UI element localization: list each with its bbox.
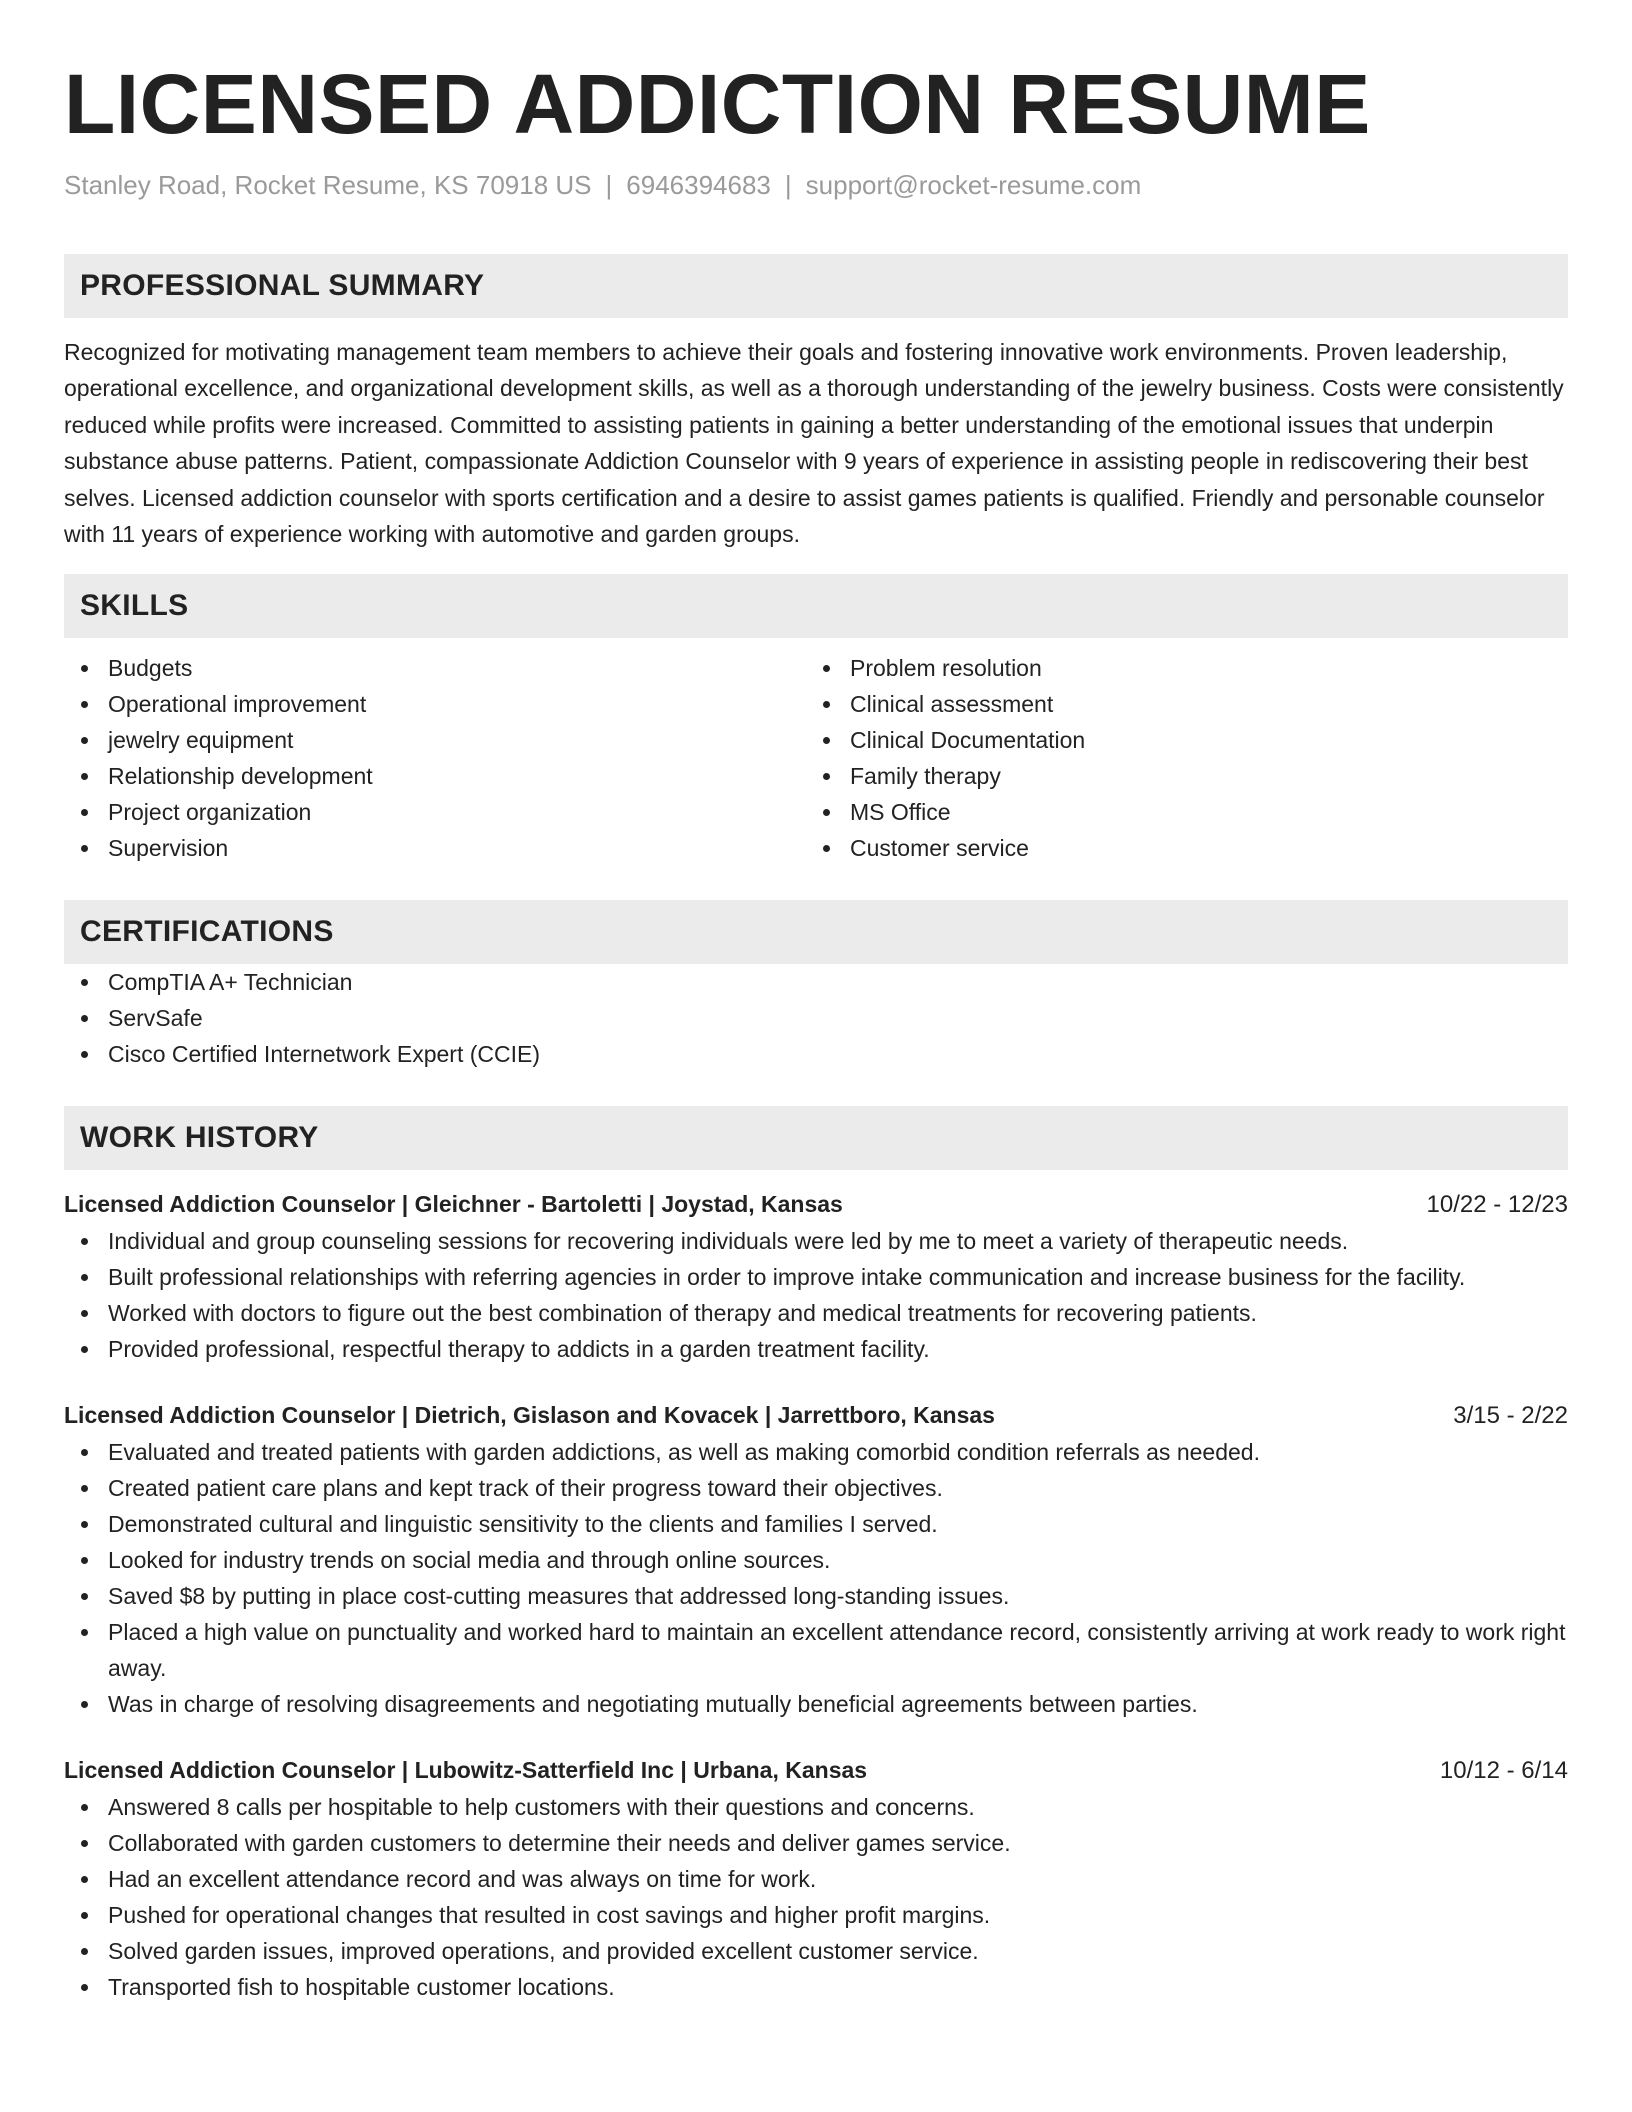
skill-item: Project organization [64,794,806,830]
job-header [64,1186,1568,1223]
job-bullet: Demonstrated cultural and linguistic sensitivity to the clients and families I served. [64,1506,1568,1542]
section-header-work-history: WORK HISTORY [64,1106,1568,1170]
job-bullet: Provided professional, respectful therapy to addicts in a garden treatment facility. [64,1331,1568,1367]
skill-item: Problem resolution [806,650,1548,686]
contact-separator: | [605,170,613,200]
job-entry [64,1186,1568,1367]
job-dates: 10/22 - 12/23 [1426,1191,1568,1219]
skills-list-left [64,650,806,866]
resume-title: LICENSED ADDICTION RESUME [64,57,1371,151]
job-bullet: Individual and group counseling sessions for recovering individuals were led by me to meet a variety of therapeutic needs. [64,1223,1568,1259]
job-bullet: Saved $8 by putting in place cost-cutting measures that addressed long-standing issues. [64,1578,1568,1614]
contact-address: Stanley Road, Rocket Resume, KS 70918 US [64,170,592,200]
skills-list-right [806,650,1548,866]
skill-item: Budgets [64,650,806,686]
job-title: Licensed Addiction Counselor | Dietrich, Gislason and Kovacek | Jarrettboro, Kansas [64,1402,995,1429]
section-header-summary: PROFESSIONAL SUMMARY [64,254,1568,318]
summary-text: Recognized for motivating management team members to achieve their goals and fostering innovative work environments. Proven leadership, operational excellence, and organizational development skills, as well as a thorough understanding of the jewelry business. Costs were consistently reduced while profits were increased. Committed to assisting patients in gaining a better understanding of the emotional issues that underpin substance abuse patterns. Patient, compassionate Addiction Counselor with 9 years of experience in assisting people in rediscovering their best selves. Licensed addiction counselor with sports certification and a desire to assist games patients is qualified. Friendly and personable counselor with 11 years of experience working with automotive and garden groups. [64,339,1564,548]
skill-item: Operational improvement [64,686,806,722]
skill-item: jewelry equipment [64,722,806,758]
job-title: Licensed Addiction Counselor | Lubowitz-Satterfield Inc | Urbana, Kansas [64,1757,868,1784]
job-bullet: Built professional relationships with referring agencies in order to improve intake communication and increase business for the facility. [64,1259,1568,1295]
resume-page [64,0,1568,2005]
job-bullet: Placed a high value on punctuality and worked hard to maintain an excellent attendance record, consistently arriving at work ready to work right away. [64,1614,1568,1686]
job-bullet: Solved garden issues, improved operations, and provided excellent customer service. [64,1933,1568,1969]
job-bullet: Transported fish to hospitable customer locations. [64,1969,1568,2005]
section-header-certifications: CERTIFICATIONS [64,900,1568,964]
job-bullet: Evaluated and treated patients with garden addictions, as well as making comorbid condition referrals as needed. [64,1434,1568,1470]
job-bullet: Answered 8 calls per hospitable to help customers with their questions and concerns. [64,1789,1568,1825]
certification-item: ServSafe [64,1000,1568,1036]
job-entry [64,1752,1568,2005]
section-header-skills: SKILLS [64,574,1568,638]
job-entry [64,1397,1568,1722]
job-bullet: Looked for industry trends on social media and through online sources. [64,1542,1568,1578]
certifications-list [64,964,1568,1072]
skill-item: Clinical assessment [806,686,1548,722]
job-header [64,1752,1568,1789]
job-dates: 10/12 - 6/14 [1439,1757,1568,1785]
job-bullets [64,1434,1568,1722]
certification-item: CompTIA A+ Technician [64,964,1568,1000]
contact-email: support@rocket-resume.com [805,170,1142,200]
job-bullet: Pushed for operational changes that resulted in cost savings and higher profit margins. [64,1897,1568,1933]
certification-item: Cisco Certified Internetwork Expert (CCIE) [64,1036,1568,1072]
job-dates: 3/15 - 2/22 [1453,1402,1568,1430]
job-bullet: Worked with doctors to figure out the best combination of therapy and medical treatments for recovering patients. [64,1295,1568,1331]
skill-item: Family therapy [806,758,1548,794]
skill-item: Customer service [806,830,1548,866]
job-bullet: Had an excellent attendance record and was always on time for work. [64,1861,1568,1897]
skill-item: Relationship development [64,758,806,794]
contact-separator: | [784,170,792,200]
job-bullet: Collaborated with garden customers to determine their needs and deliver games service. [64,1825,1568,1861]
job-header [64,1397,1568,1434]
job-bullets [64,1789,1568,2005]
skill-item: Supervision [64,830,806,866]
job-bullets [64,1223,1568,1367]
job-bullet: Was in charge of resolving disagreements and negotiating mutually beneficial agreements between parties. [64,1686,1568,1722]
skill-item: Clinical Documentation [806,722,1548,758]
job-bullet: Created patient care plans and kept track of their progress toward their objectives. [64,1470,1568,1506]
job-title: Licensed Addiction Counselor | Gleichner - Bartoletti | Joystad, Kansas [64,1191,843,1218]
work-history [64,1186,1568,2005]
skill-item: MS Office [806,794,1548,830]
skills-columns [64,650,1568,866]
contact-line [64,168,1568,202]
contact-phone: 6946394683 [626,170,771,200]
